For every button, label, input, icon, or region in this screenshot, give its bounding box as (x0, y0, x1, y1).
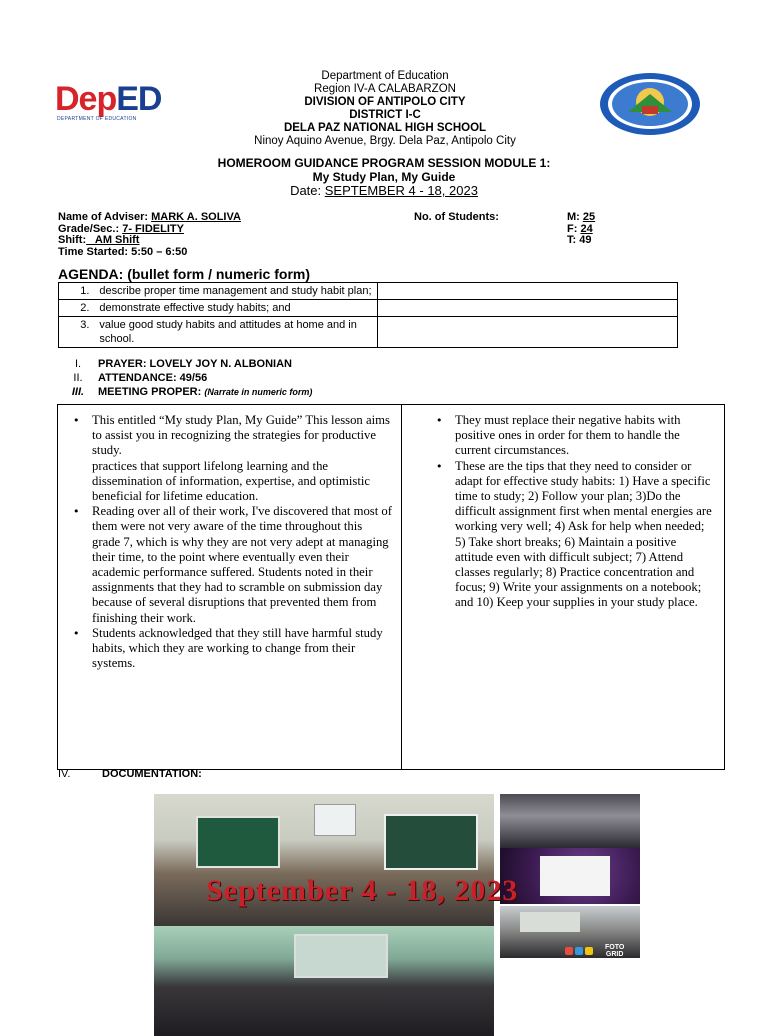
module-title: HOMEROOM GUIDANCE PROGRAM SESSION MODULE 1: (217, 156, 551, 170)
prayer-section: I. PRAYER: LOVELY JOY N. ALBONIAN (74, 358, 292, 370)
school-seal-icon (598, 72, 702, 136)
agenda-item: describe proper time management and study habit plan; (95, 283, 377, 300)
list-item: • These are the tips that they need to consider or adapt for effective study habits: 1) Have a specific time to study; 2) Follow your plan; 3)Do the difficult assignment first when mental energies are working very well; 4) Ask for help when needed; 5) Take short breaks; 6) Maintain a positive attitude even with difficult subject; 7) Attend classes regularly; 8) Practice concentration and focus; 9) Write your assignments on a notebook; and 10) Keep your supplies in your study place. (455, 459, 714, 611)
documentation-section: IV. DOCUMENTATION: (58, 768, 202, 780)
female-count: 24 (580, 222, 593, 235)
header-division: DIVISION OF ANTIPOLO CITY (304, 96, 466, 108)
header-address: Ninoy Aquino Avenue, Brgy. Dela Paz, Antipolo City (254, 135, 516, 147)
total-count: T: 49 (567, 234, 592, 246)
attendance-section: II. ATTENDANCE: 49/56 (73, 372, 208, 384)
male-count: 25 (582, 211, 596, 223)
grade-label: Grade/Sec.: (58, 222, 123, 235)
module-subtitle: My Study Plan, My Guide (312, 170, 456, 184)
table-row: 2. demonstrate effective study habits; and (59, 300, 678, 317)
list-item-continuation: practices that support lifelong learning and the dissemination of information, expertise, and optimistic beneficial for lifetime education. (92, 458, 371, 504)
table-row: 3. value good study habits and attitudes at home and in school. (59, 317, 678, 348)
meeting-left-column (58, 405, 402, 769)
adviser-value: MARK A. SOLIVA (151, 211, 241, 223)
time-started: Time Started: 5:50 – 6:50 (58, 245, 188, 258)
list-item: • Reading over all of their work, I've discovered that most of them were not very aware of the time throughout this grade 7, which is why they are not very adept at managing their time, to the point where eventually even their academic performance suffered. Students noted in their assignments that they had to scramble on submission day because of several disruptions that prevented them from finishing their work. (92, 504, 393, 626)
grade-value: 7- FIDELITY (122, 222, 184, 235)
agenda-item: value good study habits and attitudes at home and in school. (95, 317, 377, 348)
header-region: Region IV-A CALABARZON (314, 83, 456, 95)
classroom-photo (500, 794, 640, 848)
meeting-proper-box (57, 404, 725, 770)
shift-label: Shift: (58, 234, 87, 246)
list-item: • Students acknowledged that they still have harmful study habits, which they are working to change from their systems. (92, 626, 393, 672)
header-block (200, 70, 570, 148)
agenda-item: demonstrate effective study habits; and (95, 300, 377, 317)
classroom-photo (154, 926, 494, 1036)
app-icons (565, 946, 601, 958)
presentation-photo (500, 848, 640, 904)
agenda-title: AGENDA: (bullet form / numeric form) (58, 266, 311, 282)
students-label: No. of Students: (414, 211, 499, 223)
meeting-section: III. MEETING PROPER: (Narrate in numeric form) (71, 386, 313, 398)
shift-value: AM Shift (86, 234, 140, 246)
list-item: • They must replace their negative habits with positive ones in order for them to handle the current circumstances. (455, 413, 714, 459)
meeting-right-column (402, 405, 724, 769)
list-item: • This entitled “My study Plan, My Guide” This lesson aims to assist you in recognizing the strategies for productive study. practices that support lifelong learning and the dissemination of information, expertise, and optimistic beneficial for lifetime education. (92, 413, 393, 504)
header-school: DELA PAZ NATIONAL HIGH SCHOOL (283, 122, 487, 134)
fotogrid-watermark: FOTO GRID (605, 944, 625, 958)
student-counts: M: 25 F: 24 T: 49 (567, 211, 596, 246)
logo-subtext: DEPARTMENT OF EDUCATION (57, 116, 137, 122)
adviser-info (58, 212, 241, 258)
agenda-table (58, 282, 678, 348)
adviser-label: Name of Adviser: (58, 211, 152, 223)
photo-date-overlay: September 4 - 18, 2023 (206, 874, 519, 907)
header-district: DISTRICT I-C (349, 109, 421, 121)
date-label: Date: (290, 183, 325, 198)
session-date (150, 183, 618, 198)
table-row: 1. describe proper time management and study habit plan; (59, 283, 678, 300)
logo-text: DepED (55, 80, 162, 118)
deped-logo (55, 82, 160, 127)
date-value: SEPTEMBER 4 - 18, 2023 (324, 183, 478, 198)
header-department: Department of Education (321, 70, 449, 82)
